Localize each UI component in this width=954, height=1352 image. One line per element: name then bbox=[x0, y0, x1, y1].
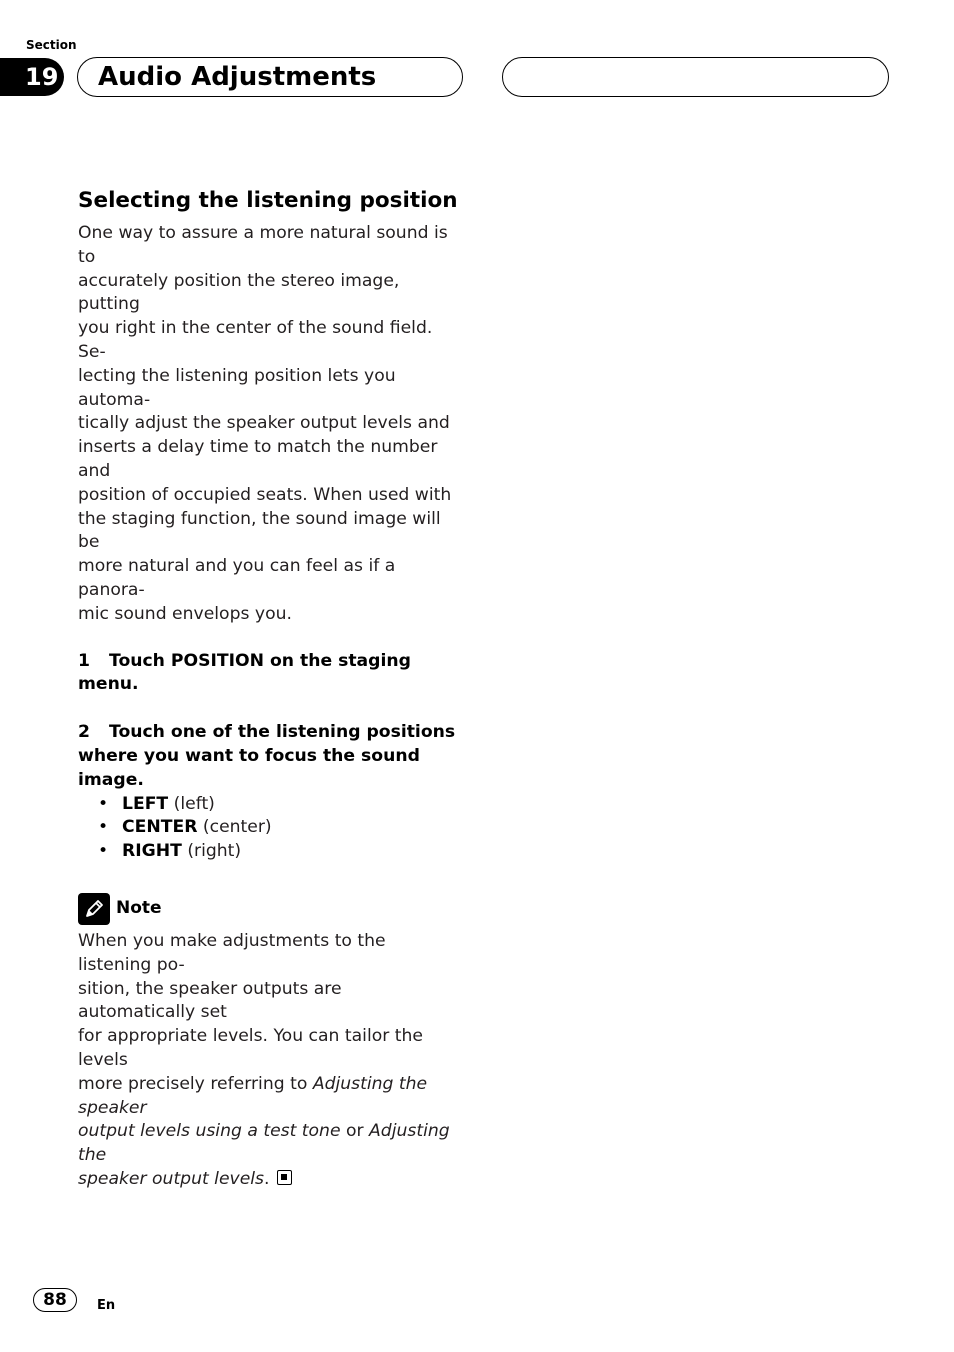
option-desc: (right) bbox=[187, 841, 242, 862]
note-block bbox=[78, 892, 462, 1192]
option-desc: (left) bbox=[173, 793, 215, 814]
option-label: CENTER bbox=[122, 817, 198, 838]
header-empty-pill bbox=[502, 57, 889, 97]
intro-paragraph bbox=[78, 222, 462, 627]
note-reference: Adjusting the bbox=[78, 1121, 450, 1166]
stop-square-icon bbox=[277, 1170, 292, 1185]
note-line: When you make adjustments to the listening po- bbox=[78, 930, 386, 975]
intro-line: mic sound envelops you. bbox=[78, 603, 292, 624]
page-title: Audio Adjustments bbox=[98, 62, 377, 92]
intro-line: position of occupied seats. When used with bbox=[78, 484, 452, 505]
title-pill bbox=[77, 57, 463, 97]
note-line: for appropriate levels. You can tailor the levels bbox=[78, 1026, 423, 1070]
note-reference: output levels using a test tone bbox=[78, 1121, 341, 1142]
note-line: sition, the speaker outputs are automatically set bbox=[78, 978, 342, 1023]
option-label: RIGHT bbox=[122, 841, 182, 862]
note-title: Note bbox=[116, 898, 162, 919]
option-desc: (center) bbox=[202, 817, 272, 838]
list-item bbox=[78, 816, 462, 840]
intro-line: tically adjust the speaker output levels and bbox=[78, 413, 450, 434]
intro-line: inserts a delay time to match the number and bbox=[78, 437, 438, 481]
step-number: 2 bbox=[78, 722, 90, 743]
intro-line: lecting the listening position lets you automa- bbox=[78, 365, 396, 410]
section-label: Section bbox=[26, 38, 77, 52]
section-heading: Selecting the listening position bbox=[78, 188, 458, 213]
step-1 bbox=[78, 650, 462, 698]
page-number: 88 bbox=[33, 1288, 77, 1312]
language-label: En bbox=[97, 1298, 116, 1313]
list-item bbox=[78, 793, 462, 817]
intro-line: the staging function, the sound image will be bbox=[78, 508, 441, 553]
main-content bbox=[78, 186, 462, 1192]
note-reference: speaker output levels bbox=[78, 1168, 265, 1189]
pencil-icon bbox=[78, 893, 110, 925]
note-line: or bbox=[340, 1121, 370, 1142]
step-text: Touch one of the listening positions bbox=[109, 722, 456, 743]
position-options-list bbox=[78, 793, 462, 864]
step-2 bbox=[78, 721, 462, 792]
section-number-badge: 19 bbox=[0, 58, 64, 96]
note-text bbox=[78, 930, 462, 1192]
intro-line: more natural and you can feel as if a panora- bbox=[78, 556, 396, 600]
note-line: . bbox=[264, 1168, 270, 1189]
note-line: more precisely referring to bbox=[78, 1073, 313, 1094]
step-text: Touch POSITION on the staging menu. bbox=[78, 650, 411, 695]
intro-line: One way to assure a more natural sound is to bbox=[78, 223, 448, 267]
step-number: 1 bbox=[78, 650, 90, 671]
option-label: LEFT bbox=[122, 793, 169, 814]
intro-line: you right in the center of the sound field. Se- bbox=[78, 318, 433, 362]
note-reference: Adjusting the speaker bbox=[78, 1073, 428, 1118]
list-item bbox=[78, 840, 462, 864]
intro-line: accurately position the stereo image, putting bbox=[78, 270, 400, 315]
note-header bbox=[78, 892, 462, 926]
step-text: where you want to focus the sound image. bbox=[78, 745, 420, 790]
